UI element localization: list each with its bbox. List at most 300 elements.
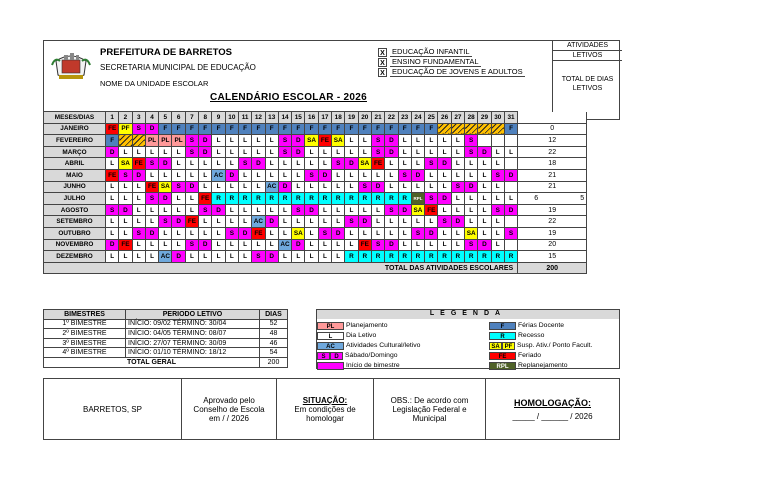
day-cell[interactable]: FE [425,204,438,216]
day-cell[interactable]: D [438,158,451,170]
day-cell[interactable]: L [438,204,451,216]
day-cell[interactable]: S [172,181,185,193]
day-cell[interactable]: L [425,216,438,228]
day-cell[interactable]: L [132,204,145,216]
day-cell[interactable]: D [199,135,212,147]
day-cell[interactable]: FE [132,158,145,170]
day-cell[interactable]: R [411,251,424,263]
day-cell[interactable] [491,135,504,147]
day-cell[interactable]: L [212,239,225,251]
day-cell[interactable]: L [132,181,145,193]
day-cell[interactable]: L [451,169,464,181]
level-row[interactable] [378,67,525,77]
day-cell[interactable]: L [238,251,251,263]
day-cell[interactable]: L [225,158,238,170]
day-cell[interactable]: L [106,216,119,228]
day-cell[interactable]: L [438,135,451,147]
day-cell[interactable]: L [199,181,212,193]
day-cell[interactable]: L [145,204,158,216]
day-cell[interactable]: L [106,227,119,239]
day-cell[interactable]: R [252,193,265,205]
day-cell[interactable]: D [385,135,398,147]
day-cell[interactable]: L [358,227,371,239]
day-cell[interactable]: D [145,123,158,135]
day-cell[interactable]: L [199,158,212,170]
day-cell[interactable]: D [478,146,491,158]
day-cell[interactable]: FE [371,158,384,170]
day-cell[interactable]: F [159,123,172,135]
day-cell[interactable]: L [398,135,411,147]
day-cell[interactable] [491,123,504,135]
day-cell[interactable]: L [119,216,132,228]
day-cell[interactable]: FE [185,216,198,228]
day-cell[interactable]: L [185,193,198,205]
day-cell[interactable]: RPL [411,193,424,205]
day-cell[interactable]: F [225,123,238,135]
day-cell[interactable]: D [451,216,464,228]
day-cell[interactable]: R [504,251,517,263]
day-cell[interactable]: L [451,146,464,158]
day-cell[interactable]: L [172,158,185,170]
day-cell[interactable]: L [398,227,411,239]
day-cell[interactable]: L [212,216,225,228]
day-cell[interactable]: L [132,216,145,228]
day-cell[interactable]: L [398,146,411,158]
day-cell[interactable]: L [504,146,517,158]
day-cell[interactable]: L [225,135,238,147]
day-cell[interactable]: D [318,169,331,181]
day-cell[interactable]: D [159,193,172,205]
day-cell[interactable]: L [172,204,185,216]
day-cell[interactable]: D [385,239,398,251]
day-cell[interactable] [451,123,464,135]
day-cell[interactable]: S [465,146,478,158]
day-cell[interactable]: F [385,123,398,135]
day-cell[interactable]: L [278,251,291,263]
day-cell[interactable]: D [465,181,478,193]
day-cell[interactable]: S [132,227,145,239]
day-cell[interactable]: L [451,158,464,170]
day-cell[interactable]: R [212,193,225,205]
day-cell[interactable]: L [385,216,398,228]
day-cell[interactable]: R [371,251,384,263]
day-cell[interactable]: L [185,251,198,263]
day-cell[interactable]: S [252,251,265,263]
day-cell[interactable]: L [159,239,172,251]
day-cell[interactable]: D [292,135,305,147]
day-cell[interactable]: S [358,181,371,193]
day-cell[interactable]: L [491,216,504,228]
day-cell[interactable]: L [425,239,438,251]
day-cell[interactable]: PL [172,135,185,147]
day-cell[interactable]: L [185,204,198,216]
day-cell[interactable]: L [199,227,212,239]
day-cell[interactable]: L [265,146,278,158]
day-cell[interactable]: L [225,204,238,216]
day-cell[interactable]: L [238,181,251,193]
day-cell[interactable]: L [106,193,119,205]
day-cell[interactable]: D [385,146,398,158]
day-cell[interactable]: FE [119,239,132,251]
day-cell[interactable]: L [252,135,265,147]
day-cell[interactable]: F [212,123,225,135]
day-cell[interactable]: L [345,204,358,216]
day-cell[interactable]: L [119,227,132,239]
day-cell[interactable]: L [132,146,145,158]
day-cell[interactable]: S [318,227,331,239]
day-cell[interactable]: R [398,193,411,205]
day-cell[interactable]: L [385,181,398,193]
day-cell[interactable]: D [292,239,305,251]
day-cell[interactable]: L [265,227,278,239]
day-cell[interactable]: L [491,158,504,170]
day-cell[interactable]: L [345,146,358,158]
day-cell[interactable]: L [132,239,145,251]
day-cell[interactable] [478,135,491,147]
day-cell[interactable]: L [278,158,291,170]
day-cell[interactable]: SA [159,181,172,193]
day-cell[interactable]: L [159,146,172,158]
day-cell[interactable] [132,135,145,147]
day-cell[interactable]: L [318,146,331,158]
day-cell[interactable]: L [451,239,464,251]
day-cell[interactable]: D [411,169,424,181]
day-cell[interactable] [478,123,491,135]
day-cell[interactable]: D [199,239,212,251]
day-cell[interactable]: D [159,158,172,170]
day-cell[interactable]: L [398,158,411,170]
day-cell[interactable]: S [491,204,504,216]
day-cell[interactable]: F [504,123,517,135]
day-cell[interactable]: R [345,193,358,205]
day-cell[interactable]: S [159,216,172,228]
day-cell[interactable]: SA [292,227,305,239]
day-cell[interactable]: D [438,193,451,205]
day-cell[interactable]: L [438,239,451,251]
day-cell[interactable]: S [238,158,251,170]
day-cell[interactable]: L [478,193,491,205]
day-cell[interactable]: D [504,169,517,181]
day-cell[interactable]: S [465,239,478,251]
day-cell[interactable]: L [212,146,225,158]
day-cell[interactable]: L [398,216,411,228]
day-cell[interactable]: F [332,123,345,135]
day-cell[interactable]: L [411,158,424,170]
day-cell[interactable]: D [265,216,278,228]
day-cell[interactable]: L [265,135,278,147]
day-cell[interactable]: L [385,169,398,181]
day-cell[interactable]: D [278,181,291,193]
day-cell[interactable]: S [425,158,438,170]
day-cell[interactable]: F [305,123,318,135]
day-cell[interactable]: L [465,193,478,205]
day-cell[interactable]: L [172,193,185,205]
day-cell[interactable]: D [371,181,384,193]
day-cell[interactable]: F [185,123,198,135]
day-cell[interactable]: D [145,227,158,239]
day-cell[interactable]: L [491,193,504,205]
day-cell[interactable]: S [225,227,238,239]
day-cell[interactable]: L [318,158,331,170]
day-cell[interactable]: S [504,227,517,239]
day-cell[interactable] [504,239,517,251]
day-cell[interactable]: S [185,146,198,158]
day-cell[interactable]: L [252,204,265,216]
day-cell[interactable]: L [159,169,172,181]
day-cell[interactable]: D [345,158,358,170]
day-cell[interactable]: L [238,135,251,147]
day-cell[interactable]: L [225,216,238,228]
day-cell[interactable]: D [106,239,119,251]
day-cell[interactable]: S [451,181,464,193]
day-cell[interactable]: L [332,239,345,251]
day-cell[interactable]: L [278,169,291,181]
day-cell[interactable] [504,216,517,228]
day-cell[interactable]: L [385,158,398,170]
day-cell[interactable]: R [278,193,291,205]
day-cell[interactable]: L [292,169,305,181]
day-cell[interactable]: L [145,169,158,181]
day-cell[interactable]: D [119,204,132,216]
day-cell[interactable]: F [199,123,212,135]
day-cell[interactable]: L [398,239,411,251]
day-cell[interactable]: L [318,239,331,251]
day-cell[interactable] [119,135,132,147]
day-cell[interactable]: F [292,123,305,135]
day-cell[interactable]: L [119,193,132,205]
day-cell[interactable]: L [465,169,478,181]
day-cell[interactable]: AC [212,169,225,181]
day-cell[interactable]: L [199,169,212,181]
day-cell[interactable]: R [398,251,411,263]
day-cell[interactable]: L [318,181,331,193]
day-cell[interactable]: S [278,135,291,147]
day-cell[interactable]: R [238,193,251,205]
day-cell[interactable]: L [119,146,132,158]
day-cell[interactable]: L [478,216,491,228]
day-cell[interactable]: AC [265,181,278,193]
day-cell[interactable]: L [238,169,251,181]
day-cell[interactable]: R [332,193,345,205]
level-checkbox[interactable]: X [378,58,387,67]
day-cell[interactable]: S [438,216,451,228]
day-cell[interactable]: S [132,123,145,135]
day-cell[interactable]: L [332,251,345,263]
day-cell[interactable]: S [398,169,411,181]
day-cell[interactable]: L [132,193,145,205]
day-cell[interactable]: L [145,251,158,263]
day-cell[interactable]: D [172,216,185,228]
day-cell[interactable]: L [358,169,371,181]
day-cell[interactable]: L [332,181,345,193]
day-cell[interactable]: L [159,227,172,239]
day-cell[interactable]: L [411,216,424,228]
day-cell[interactable]: S [185,239,198,251]
day-cell[interactable]: L [425,146,438,158]
day-cell[interactable]: L [265,158,278,170]
day-cell[interactable]: L [172,146,185,158]
day-cell[interactable]: L [425,181,438,193]
day-cell[interactable]: D [225,169,238,181]
day-cell[interactable]: L [278,204,291,216]
day-cell[interactable]: D [106,146,119,158]
day-cell[interactable]: L [491,239,504,251]
day-cell[interactable]: PF [119,123,132,135]
day-cell[interactable]: SA [411,204,424,216]
day-cell[interactable]: L [305,146,318,158]
day-cell[interactable]: L [238,216,251,228]
day-cell[interactable]: D [185,181,198,193]
day-cell[interactable]: S [425,193,438,205]
day-cell[interactable]: L [478,169,491,181]
day-cell[interactable]: PL [145,135,158,147]
day-cell[interactable]: FE [252,227,265,239]
day-cell[interactable]: L [225,181,238,193]
day-cell[interactable]: R [385,193,398,205]
day-cell[interactable]: L [451,135,464,147]
day-cell[interactable]: S [371,146,384,158]
day-cell[interactable]: D [332,227,345,239]
day-cell[interactable]: R [425,251,438,263]
day-cell[interactable]: L [371,204,384,216]
day-cell[interactable]: FE [145,181,158,193]
day-cell[interactable]: F [318,123,331,135]
day-cell[interactable]: S [385,204,398,216]
day-cell[interactable]: L [478,204,491,216]
day-cell[interactable]: L [371,227,384,239]
day-cell[interactable]: L [411,181,424,193]
day-cell[interactable]: S [371,239,384,251]
day-cell[interactable]: L [212,251,225,263]
day-cell[interactable]: D [265,251,278,263]
day-cell[interactable]: L [478,181,491,193]
day-cell[interactable]: F [345,123,358,135]
day-cell[interactable]: L [292,158,305,170]
day-cell[interactable]: L [411,135,424,147]
day-cell[interactable]: L [451,193,464,205]
day-cell[interactable]: L [172,169,185,181]
day-cell[interactable]: L [265,239,278,251]
day-cell[interactable]: L [318,251,331,263]
day-cell[interactable]: D [504,204,517,216]
day-cell[interactable]: L [438,169,451,181]
homologation-date-line[interactable]: _____ / ______ / 2026 [512,411,593,421]
day-cell[interactable]: S [199,204,212,216]
level-checkbox[interactable]: X [378,68,387,77]
day-cell[interactable]: S [345,216,358,228]
day-cell[interactable]: S [145,158,158,170]
day-cell[interactable]: D [478,239,491,251]
day-cell[interactable]: L [371,169,384,181]
day-cell[interactable]: D [292,146,305,158]
day-cell[interactable]: L [238,204,251,216]
day-cell[interactable]: L [491,146,504,158]
day-cell[interactable]: L [145,146,158,158]
day-cell[interactable]: L [465,216,478,228]
day-cell[interactable]: L [119,181,132,193]
day-cell[interactable]: L [491,181,504,193]
day-cell[interactable]: F [398,123,411,135]
day-cell[interactable]: L [451,227,464,239]
day-cell[interactable]: FE [318,135,331,147]
day-cell[interactable]: L [238,239,251,251]
day-cell[interactable]: L [318,216,331,228]
day-cell[interactable]: L [212,158,225,170]
day-cell[interactable]: L [332,146,345,158]
day-cell[interactable]: F [411,123,424,135]
day-cell[interactable]: L [278,216,291,228]
day-cell[interactable]: L [358,135,371,147]
day-cell[interactable]: D [212,204,225,216]
day-cell[interactable]: L [225,239,238,251]
day-cell[interactable]: L [451,204,464,216]
day-cell[interactable]: S [371,135,384,147]
day-cell[interactable]: L [425,135,438,147]
day-cell[interactable]: L [358,204,371,216]
day-cell[interactable]: R [358,251,371,263]
day-cell[interactable]: L [332,216,345,228]
day-cell[interactable]: L [305,239,318,251]
day-cell[interactable]: L [491,227,504,239]
day-cell[interactable]: L [411,239,424,251]
day-cell[interactable]: AC [159,251,172,263]
day-cell[interactable]: S [278,146,291,158]
day-cell[interactable]: L [252,146,265,158]
day-cell[interactable]: L [465,204,478,216]
day-cell[interactable]: S [305,169,318,181]
day-cell[interactable]: FE [106,123,119,135]
day-cell[interactable]: L [478,158,491,170]
day-cell[interactable]: L [398,181,411,193]
day-cell[interactable]: SA [332,135,345,147]
day-cell[interactable]: L [305,158,318,170]
day-cell[interactable]: R [438,251,451,263]
day-cell[interactable]: L [172,227,185,239]
day-cell[interactable]: L [119,251,132,263]
day-cell[interactable]: S [106,204,119,216]
day-cell[interactable]: D [425,227,438,239]
day-cell[interactable]: D [358,216,371,228]
day-cell[interactable]: D [398,204,411,216]
day-cell[interactable]: FE [199,193,212,205]
day-cell[interactable]: D [132,169,145,181]
day-cell[interactable]: PL [159,135,172,147]
day-cell[interactable]: L [145,239,158,251]
day-cell[interactable]: L [225,251,238,263]
level-row[interactable] [378,47,525,57]
day-cell[interactable]: R [451,251,464,263]
day-cell[interactable] [504,158,517,170]
day-cell[interactable]: S [411,227,424,239]
day-cell[interactable]: F [425,123,438,135]
day-cell[interactable]: L [358,146,371,158]
day-cell[interactable]: AC [278,239,291,251]
day-cell[interactable]: L [212,181,225,193]
day-cell[interactable]: L [438,181,451,193]
day-cell[interactable]: L [252,169,265,181]
day-cell[interactable]: FE [106,169,119,181]
day-cell[interactable]: L [132,251,145,263]
day-cell[interactable]: R [371,193,384,205]
day-cell[interactable]: L [212,227,225,239]
day-cell[interactable]: R [292,193,305,205]
day-cell[interactable]: L [305,181,318,193]
day-cell[interactable]: R [465,251,478,263]
day-cell[interactable]: F [358,123,371,135]
day-cell[interactable]: F [238,123,251,135]
day-cell[interactable]: L [238,146,251,158]
day-cell[interactable]: R [305,193,318,205]
